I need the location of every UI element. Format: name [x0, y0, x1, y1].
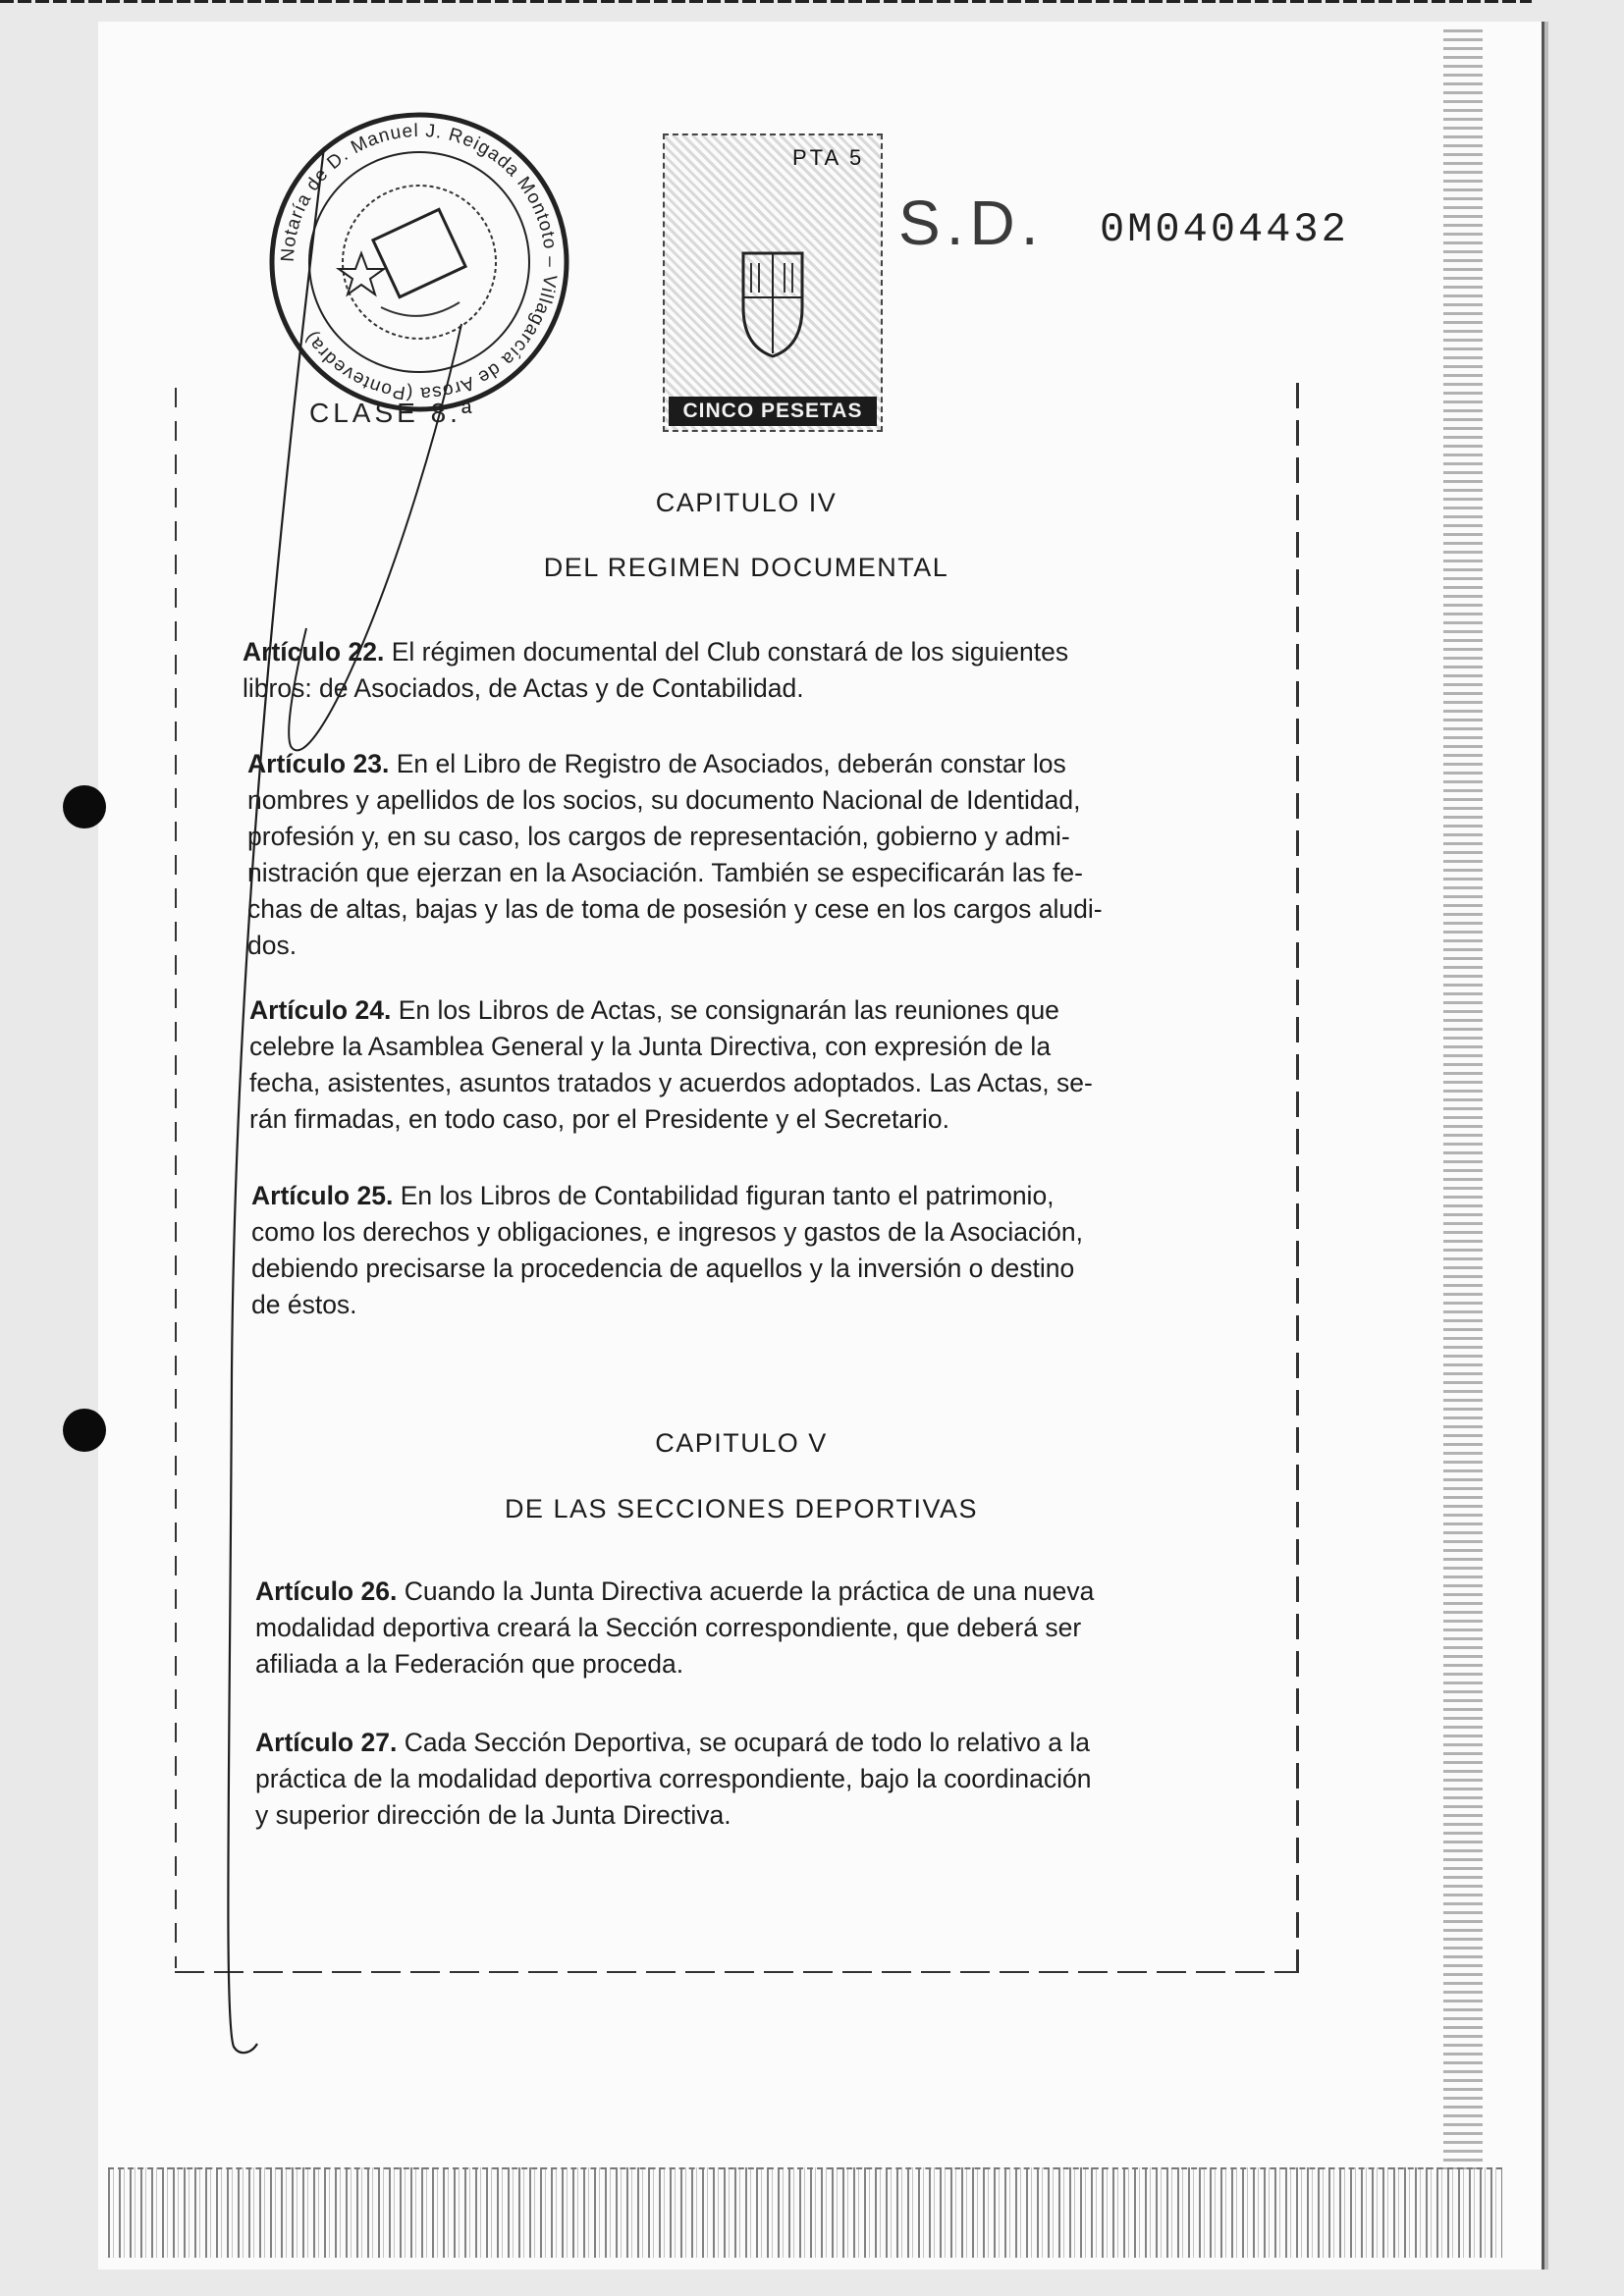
chapter-5-title: CAPITULO V	[655, 1428, 828, 1458]
article-label: Artículo 22.	[243, 637, 392, 667]
article-text: chas de altas, bajas y las de toma de posesión y cese en los cargos aludi-	[247, 894, 1103, 924]
article-line	[255, 1725, 1233, 1761]
article-text: práctica de la modalidad deportiva correspondiente, bajo la coordinación	[255, 1764, 1092, 1793]
article-text: afiliada a la Federación que proceda.	[255, 1649, 684, 1679]
serial-number: 0M0404432	[1100, 206, 1349, 253]
article-line	[255, 1797, 1233, 1834]
article-line	[247, 928, 1221, 964]
article-line	[251, 1178, 1221, 1214]
article-text: libros: de Asociados, de Actas y de Contabilidad.	[243, 673, 804, 703]
article-26	[255, 1574, 1233, 1682]
article-line	[247, 782, 1221, 819]
article-line	[243, 634, 1220, 670]
article-line	[249, 1029, 1221, 1065]
article-23	[247, 746, 1221, 964]
article-text: modalidad deportiva creará la Sección correspondiente, que deberá ser	[255, 1613, 1082, 1642]
article-22	[243, 634, 1220, 707]
article-text: En los Libros de Actas, se consignarán las reuniones que	[398, 995, 1059, 1025]
chapter-5-subtitle: DE LAS SECCIONES DEPORTIVAS	[504, 1494, 979, 1523]
article-line	[255, 1574, 1233, 1610]
article-line	[249, 1101, 1221, 1138]
article-line	[255, 1646, 1233, 1682]
article-text: fecha, asistentes, asuntos tratados y acuerdos adoptados. Las Actas, se-	[249, 1068, 1093, 1097]
article-line	[251, 1214, 1221, 1251]
stamp-overprint: S.D.	[898, 187, 1045, 258]
stamp-footer: CINCO PESETAS	[669, 397, 877, 426]
article-line	[251, 1251, 1221, 1287]
article-25	[251, 1178, 1221, 1323]
article-line	[249, 992, 1221, 1029]
article-text: nistración que ejerzan en la Asociación. También se especificarán las fe-	[247, 858, 1083, 887]
article-text: debiendo precisarse la procedencia de aquellos y la inversión o destino	[251, 1254, 1075, 1283]
chapter-4-title: CAPITULO IV	[655, 488, 838, 517]
article-line	[247, 746, 1221, 782]
article-text: Cuando la Junta Directiva acuerde la práctica de una nueva	[404, 1576, 1095, 1606]
article-line	[243, 670, 1220, 707]
article-text: profesión y, en su caso, los cargos de representación, gobierno y admi-	[247, 822, 1070, 851]
article-text: Cada Sección Deportiva, se ocupará de todo lo relativo a la	[404, 1728, 1090, 1757]
article-24	[249, 992, 1221, 1138]
article-text: En el Libro de Registro de Asociados, deberán constar los	[396, 749, 1066, 778]
article-label: Artículo 25.	[251, 1181, 401, 1210]
article-text: y superior dirección de la Junta Directiva.	[255, 1800, 731, 1830]
stamp-value: PTA 5	[792, 145, 865, 170]
article-text: En los Libros de Contabilidad figuran tanto el patrimonio,	[400, 1181, 1055, 1210]
article-label: Artículo 24.	[249, 995, 399, 1025]
article-text: celebre la Asamblea General y la Junta Directiva, con expresión de la	[249, 1032, 1052, 1061]
seal-ring-text: Notaría de D. Manuel J. Reigada Montoto – Villagarcía de Arosa (Pontevedra)	[277, 120, 562, 404]
article-text: nombres y apellidos de los socios, su documento Nacional de Identidad,	[247, 785, 1081, 815]
article-line	[249, 1065, 1221, 1101]
article-text: dos.	[247, 931, 298, 960]
chapter-4-subtitle: DEL REGIMEN DOCUMENTAL	[543, 553, 949, 582]
article-label: Artículo 23.	[247, 749, 397, 778]
article-line	[251, 1287, 1221, 1323]
article-line	[255, 1761, 1233, 1797]
article-line	[247, 819, 1221, 855]
class-label: CLASE 8.ª	[309, 398, 476, 428]
article-label: Artículo 27.	[255, 1728, 405, 1757]
article-text: de éstos.	[251, 1290, 357, 1319]
article-line	[247, 891, 1221, 928]
article-text: rán firmadas, en todo caso, por el Presidente y el Secretario.	[249, 1104, 949, 1134]
article-text: El régimen documental del Club constará de los siguientes	[391, 637, 1069, 667]
article-text: como los derechos y obligaciones, e ingresos y gastos de la Asociación,	[251, 1217, 1084, 1247]
article-label: Artículo 26.	[255, 1576, 405, 1606]
article-line	[255, 1610, 1233, 1646]
article-27	[255, 1725, 1233, 1834]
article-line	[247, 855, 1221, 891]
